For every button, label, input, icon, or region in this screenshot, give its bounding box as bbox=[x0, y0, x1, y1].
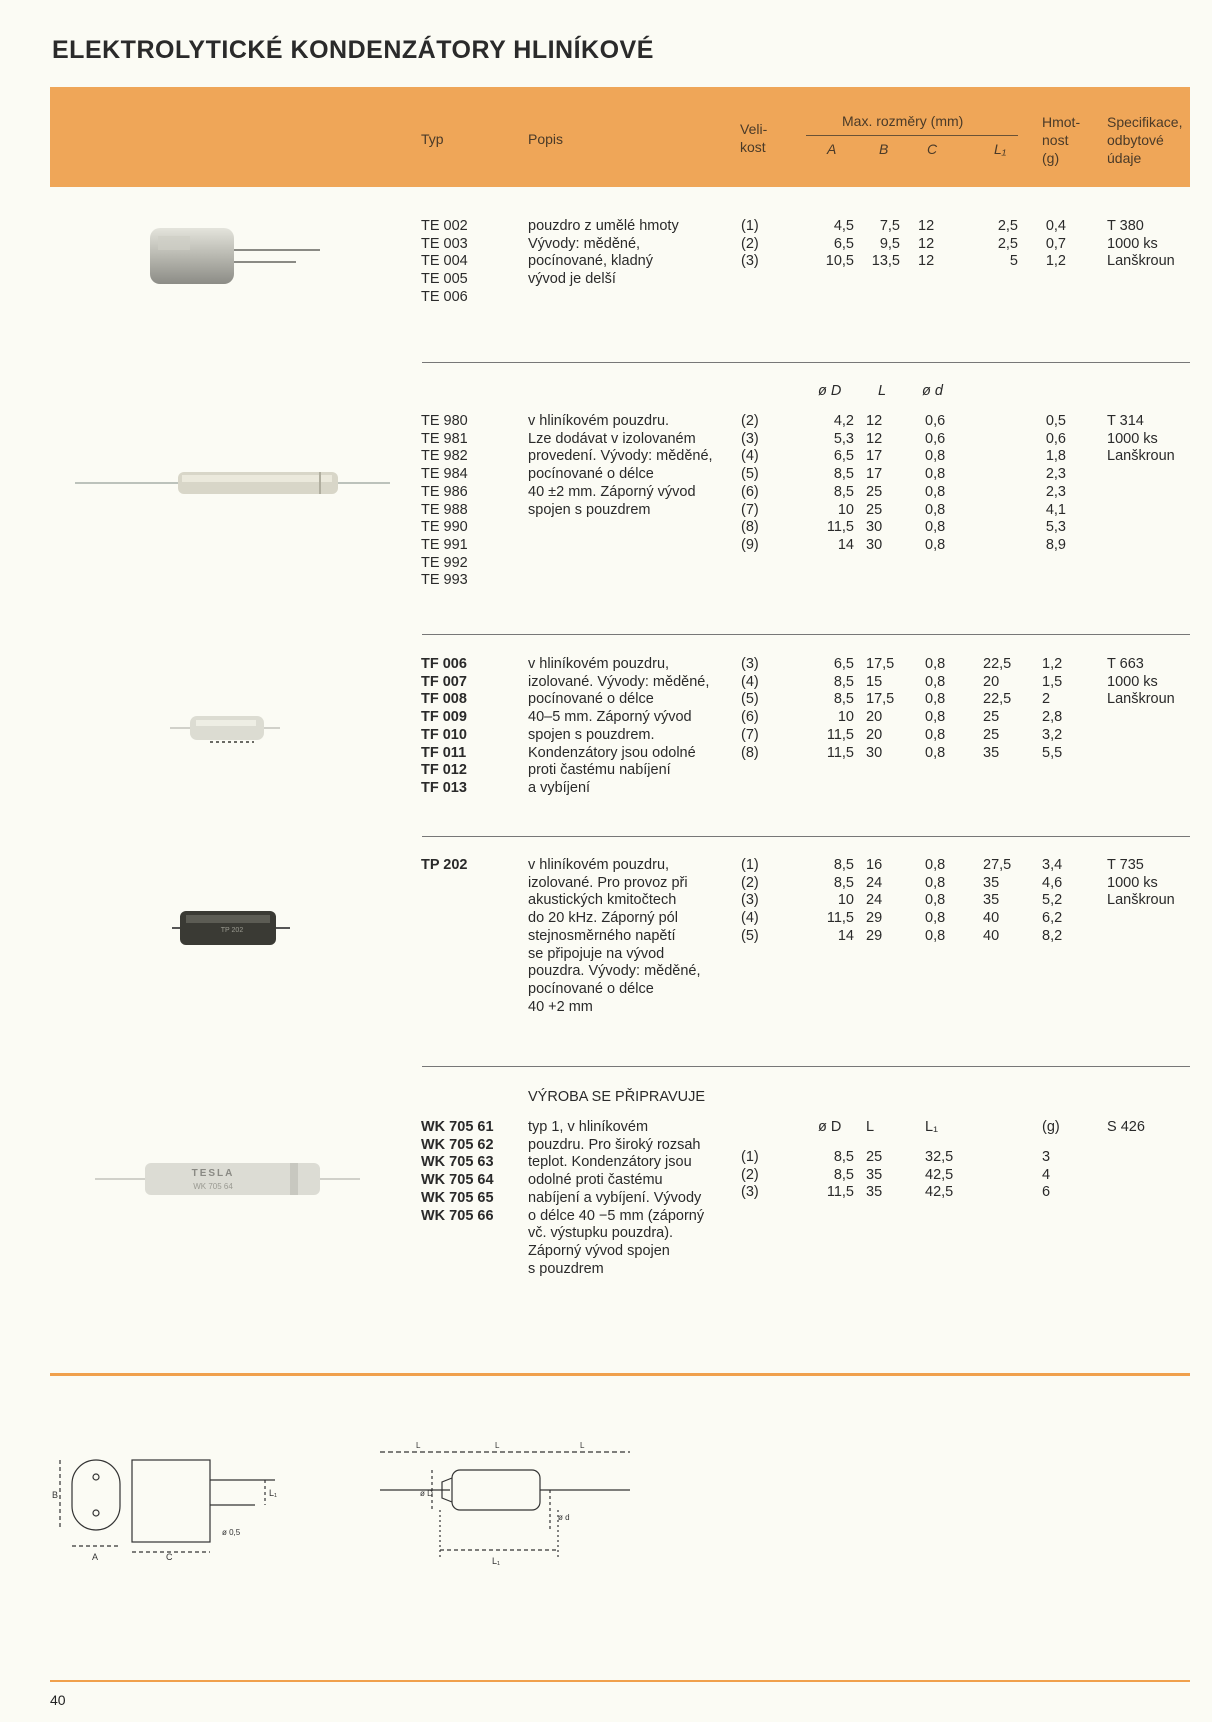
subheader-g: (g) bbox=[1042, 1119, 1060, 1135]
label-d05: ø 0,5 bbox=[222, 1528, 241, 1537]
velikost-cell: (3) (4) (5) (6) (7) (8) bbox=[741, 656, 759, 761]
velikost-cell: (1) (2) (3) bbox=[741, 1149, 759, 1201]
capacitor-dark-photo bbox=[172, 905, 292, 951]
hmotnost-cell: 3,4 4,6 5,2 6,2 8,2 bbox=[1042, 857, 1063, 944]
types-cell: TE 980 TE 981 TE 982 TE 984 TE 986 TE 988 TE 990 TE 991 TE 992 TE 993 bbox=[421, 413, 468, 589]
velikost-cell: (1) (2) (3) (4) (5) bbox=[741, 857, 759, 944]
label-l-right: L bbox=[580, 1441, 585, 1450]
label-a: A bbox=[92, 1552, 99, 1562]
label-l: L bbox=[416, 1441, 421, 1450]
hmotnost-cell: 0,5 0,6 1,8 2,3 2,3 4,1 5,3 8,9 bbox=[1045, 413, 1066, 553]
spec-cell: T 380 1000 ks Lanškroun bbox=[1107, 218, 1175, 270]
velikost-cell: (2) (3) (4) (5) (6) (7) (8) (9) bbox=[741, 413, 759, 553]
header-specifikace: Specifikace, odbytové údaje bbox=[1107, 114, 1183, 166]
header-typ: Typ bbox=[421, 131, 444, 147]
dim-d-cell: 4,2 5,3 6,5 8,5 8,5 10 11,5 14 bbox=[826, 413, 854, 553]
dim-l1-cell: 27,5 35 35 40 40 bbox=[983, 857, 1012, 944]
header-l1: L₁ bbox=[994, 141, 1007, 157]
spec-cell: T 735 1000 ks Lanškroun bbox=[1107, 857, 1175, 909]
label-l1: L₁ bbox=[269, 1488, 278, 1498]
header-max-rozmery: Max. rozměry (mm) bbox=[842, 113, 964, 129]
capacitor-insulated-photo bbox=[170, 708, 280, 748]
spec-cell: S 426 bbox=[1107, 1119, 1145, 1135]
table-header-band bbox=[50, 87, 1190, 187]
capacitor-radial-photo bbox=[140, 222, 330, 292]
header-b: B bbox=[879, 141, 889, 157]
header-popis: Popis bbox=[528, 131, 564, 147]
dim-c-cell: 12 12 12 bbox=[918, 218, 935, 270]
axial-dimension-drawing bbox=[380, 1440, 640, 1570]
types-cell: TE 002 TE 003 TE 004 TE 005 TE 006 bbox=[421, 218, 468, 305]
capacitor-axial-photo bbox=[70, 462, 400, 502]
label-l-mid: L bbox=[495, 1441, 500, 1450]
spec-cell: T 663 1000 ks Lanškroun bbox=[1107, 656, 1175, 708]
dim-l-cell: 17,5 15 17,5 20 20 30 bbox=[866, 656, 895, 761]
label-l1b: L₁ bbox=[492, 1556, 501, 1566]
dim-l-cell: 16 24 24 29 29 bbox=[866, 857, 883, 944]
subheader-d: ø D bbox=[818, 383, 842, 399]
header-dimension-rule bbox=[806, 135, 1018, 136]
page-title: ELEKTROLYTICKÉ KONDENZÁTORY HLINÍKOVÉ bbox=[52, 36, 654, 64]
hmotnost-cell: 3 4 6 bbox=[1042, 1149, 1051, 1201]
dim-a-cell: 4,5 6,5 10,5 bbox=[825, 218, 854, 270]
spec-cell: T 314 1000 ks Lanškroun bbox=[1107, 413, 1175, 465]
section-divider bbox=[422, 1066, 1190, 1067]
section-divider bbox=[422, 362, 1190, 363]
subheader-l1: L₁ bbox=[925, 1119, 938, 1135]
velikost-cell: (1) (2) (3) bbox=[741, 218, 759, 270]
subheader-l: L bbox=[878, 383, 887, 399]
hmotnost-cell: 0,4 0,7 1,2 bbox=[1045, 218, 1066, 270]
header-hmotnost: Hmot- nost (g) bbox=[1042, 114, 1081, 166]
dim-d-cell: 8,5 8,5 11,5 bbox=[826, 1149, 854, 1201]
radial-dimension-drawing bbox=[50, 1440, 310, 1560]
dim-l1-cell: 22,5 20 22,5 25 25 35 bbox=[983, 656, 1012, 761]
product-label-wk: TESLA bbox=[191, 1168, 235, 1179]
dim-b-cell: 7,5 9,5 13,5 bbox=[871, 218, 900, 270]
section-divider bbox=[422, 836, 1190, 837]
types-cell: TP 202 bbox=[421, 857, 468, 873]
dim-dd-cell: 0,6 0,6 0,8 0,8 0,8 0,8 0,8 0,8 bbox=[925, 413, 946, 553]
bottom-orange-rule bbox=[50, 1680, 1190, 1682]
product-label-tp: TP 202 bbox=[220, 927, 244, 934]
popis-cell: v hliníkovém pouzdru, izolované. Vývody: měděné, pocínované o délce 40–5 mm. Záporný vývod spojen s pouzdrem. Kondenzátory jsou odolné proti častému nabíjení a vybíjení bbox=[528, 656, 710, 796]
production-note: VÝROBA SE PŘIPRAVUJE bbox=[528, 1089, 706, 1105]
popis-cell: pouzdro z umělé hmoty Vývody: měděné, pocínované, kladný vývod je delší bbox=[528, 218, 679, 288]
section-divider bbox=[422, 634, 1190, 635]
capacitor-wk-photo bbox=[95, 1155, 365, 1201]
dim-l1-cell: 32,5 42,5 42,5 bbox=[925, 1149, 954, 1201]
dim-l-cell: 12 12 17 17 25 25 30 30 bbox=[866, 413, 883, 553]
dim-d-cell: 8,5 8,5 10 11,5 14 bbox=[826, 857, 854, 944]
header-a: A bbox=[827, 141, 837, 157]
types-cell: WK 705 61 WK 705 62 WK 705 63 WK 705 64 WK 705 65 WK 705 66 bbox=[421, 1119, 494, 1224]
page-number: 40 bbox=[50, 1692, 66, 1708]
header-velikost: Veli- kost bbox=[740, 121, 768, 155]
types-cell: TF 006 TF 007 TF 008 TF 009 TF 010 TF 011 TF 012 TF 013 bbox=[421, 656, 467, 796]
dim-dd-cell: 0,8 0,8 0,8 0,8 0,8 0,8 bbox=[925, 656, 946, 761]
popis-cell: v hliníkovém pouzdru, izolované. Pro provoz při akustických kmitočtech do 20 kHz. Záporný pól stejnosměrného napětí se připojuje na vývod pouzdra. Vývody: měděné, pocínované o délce 40 +2 mm bbox=[528, 857, 701, 1015]
popis-cell: v hliníkovém pouzdru. Lze dodávat v izolovaném provedení. Vývody: měděné, pocínované o délce 40 ±2 mm. Záporný vývod spojen s pouzdrem bbox=[528, 413, 713, 518]
product-label-wk2: WK 705 64 bbox=[193, 1182, 233, 1191]
subheader-d: ø D bbox=[818, 1119, 842, 1135]
dim-l1-cell: 2,5 2,5 5 bbox=[997, 218, 1018, 270]
header-c: C bbox=[927, 141, 938, 157]
subheader-dd: ø d bbox=[922, 383, 943, 399]
label-od: ø D bbox=[420, 1489, 433, 1498]
orange-divider bbox=[50, 1373, 1190, 1376]
popis-cell: typ 1, v hliníkovém pouzdru. Pro široký rozsah teplot. Kondenzátory jsou odolné proti častému nabíjení a vybíjení. Vývody o délce 40 −5 mm (záporný vč. výstupku pouzdra). Záporný vývod spojen s pouzdrem bbox=[528, 1119, 705, 1277]
label-c: C bbox=[166, 1552, 173, 1562]
subheader-l: L bbox=[866, 1119, 875, 1135]
hmotnost-cell: 1,2 1,5 2 2,8 3,2 5,5 bbox=[1042, 656, 1063, 761]
dim-dd-cell: 0,8 0,8 0,8 0,8 0,8 bbox=[925, 857, 946, 944]
dim-d-cell: 6,5 8,5 8,5 10 11,5 11,5 bbox=[826, 656, 854, 761]
dim-l-cell: 25 35 35 bbox=[866, 1149, 883, 1201]
label-odd: ø d bbox=[558, 1513, 570, 1522]
label-b: B bbox=[52, 1490, 59, 1500]
